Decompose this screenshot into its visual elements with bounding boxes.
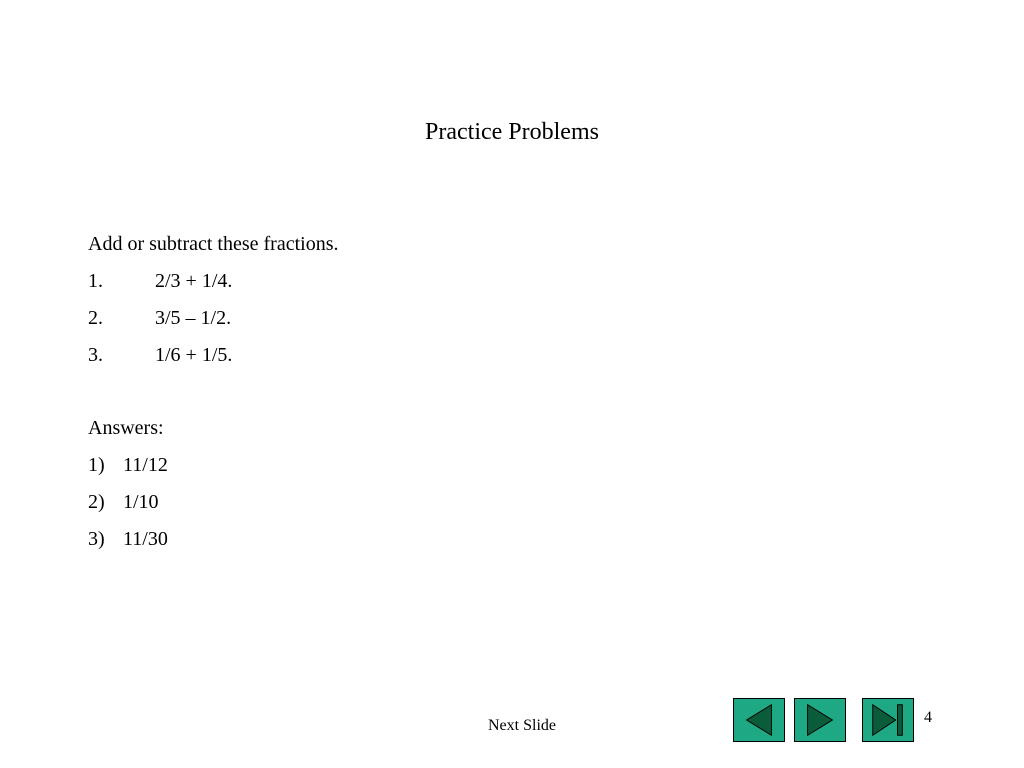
last-slide-button[interactable] bbox=[862, 698, 914, 742]
slide-body bbox=[88, 229, 788, 561]
answer-item bbox=[88, 487, 788, 524]
problem-item bbox=[88, 340, 788, 377]
problem-number: 1. bbox=[88, 270, 103, 292]
spacer bbox=[88, 377, 788, 413]
answer-text: 11/12 bbox=[123, 454, 168, 476]
next-slide-link[interactable]: Next Slide bbox=[488, 717, 556, 734]
answer-text: 1/10 bbox=[123, 491, 159, 513]
slide-title: Practice Problems bbox=[425, 119, 599, 145]
problem-number: 3. bbox=[88, 344, 103, 366]
problem-item bbox=[88, 266, 788, 303]
answer-text: 11/30 bbox=[123, 528, 168, 550]
problem-item bbox=[88, 303, 788, 340]
answer-item bbox=[88, 524, 788, 561]
problem-text: 2/3 + 1/4. bbox=[155, 270, 233, 292]
instructions: Add or subtract these fractions. bbox=[88, 233, 339, 255]
previous-icon bbox=[734, 699, 784, 741]
previous-slide-button[interactable] bbox=[733, 698, 785, 742]
answer-number: 3) bbox=[88, 528, 105, 550]
answers-heading: Answers: bbox=[88, 417, 164, 439]
page-number: 4 bbox=[924, 709, 932, 726]
next-slide-button[interactable] bbox=[794, 698, 846, 742]
last-slide-icon bbox=[863, 699, 913, 741]
problem-text: 1/6 + 1/5. bbox=[155, 344, 233, 366]
problem-text: 3/5 – 1/2. bbox=[155, 307, 232, 329]
answer-item bbox=[88, 450, 788, 487]
problem-number: 2. bbox=[88, 307, 103, 329]
next-icon bbox=[795, 699, 845, 741]
answer-number: 1) bbox=[88, 454, 105, 476]
answer-number: 2) bbox=[88, 491, 105, 513]
